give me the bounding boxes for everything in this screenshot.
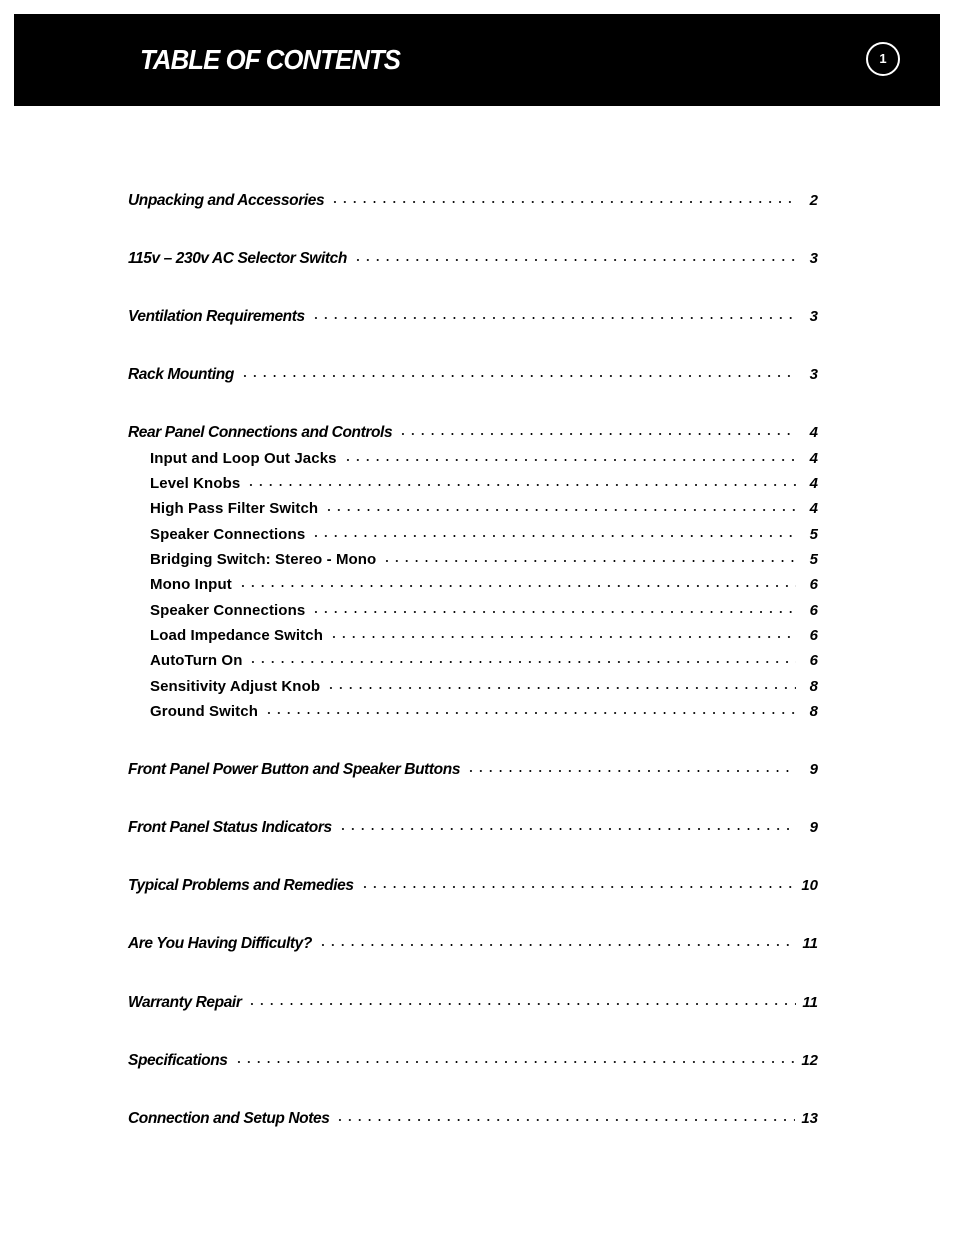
toc-entry[interactable] [128,366,818,386]
page-title: TABLE OF CONTENTS [140,44,401,75]
toc-entry-page: 3 [809,308,818,325]
dot-leader [247,996,796,1006]
toc-entry-title: Warranty Repair [128,994,242,1011]
toc-subentry[interactable] [150,551,818,571]
toc-subentry-title: Sensitivity Adjust Knob [150,678,321,695]
toc-entry-title: Unpacking and Accessories [128,192,325,209]
toc-entry-page: 3 [809,250,818,267]
toc-subentry[interactable] [150,500,818,520]
toc-subentry-title: Mono Input [150,576,232,593]
toc-entry[interactable] [128,877,818,897]
dot-leader [311,528,796,538]
toc-entry[interactable] [128,424,818,444]
toc-subentry-page: 8 [809,678,818,695]
toc-subentry-page: 4 [809,500,818,517]
dot-leader [318,937,796,947]
toc-entry-page: 9 [809,761,818,778]
toc-entry-page: 10 [801,877,818,894]
toc-subentry-page: 6 [809,602,818,619]
dot-leader [326,680,796,690]
toc-subentry-title: Speaker Connections [150,602,306,619]
toc-entry-title: Front Panel Status Indicators [128,819,332,836]
dot-leader [398,426,796,436]
toc-subentry[interactable] [150,652,818,672]
page-number-badge: 1 [866,42,900,76]
toc-entry-title: Specifications [128,1052,228,1069]
dot-leader [343,452,796,462]
toc-entry[interactable] [128,935,818,955]
toc-entry-page: 2 [809,192,818,209]
toc-subentry[interactable] [150,475,818,495]
toc-subentry-page: 5 [809,551,818,568]
toc-entry-page: 11 [802,994,818,1011]
toc-subentry-title: Ground Switch [150,703,258,720]
toc-entry-title: Connection and Setup Notes [128,1110,330,1127]
toc-subentry-page: 4 [809,450,818,467]
toc-entry-page: 4 [809,424,818,441]
dot-leader [353,252,796,262]
toc-subentry-title: Input and Loop Out Jacks [150,450,337,467]
dot-leader [248,654,796,664]
dot-leader [466,763,796,773]
dot-leader [324,502,796,512]
toc-entry[interactable] [128,761,818,781]
dot-leader [246,477,796,487]
dot-leader [330,194,796,204]
toc-subentry-page: 6 [809,652,818,669]
toc-subentry-page: 6 [809,627,818,644]
toc-entry-page: 3 [809,366,818,383]
toc-subentry-page: 8 [809,703,818,720]
toc-subentry[interactable] [150,526,818,546]
dot-leader [382,553,796,563]
toc-entry[interactable] [128,1110,818,1130]
dot-leader [360,879,796,889]
dot-leader [238,578,796,588]
toc-entry-title: Rear Panel Connections and Controls [128,424,393,441]
toc-entry-title: Typical Problems and Remedies [128,877,354,894]
toc-entry-title: Front Panel Power Button and Speaker Buttons [128,761,461,778]
toc-entry[interactable] [128,192,818,212]
toc-entry-title: Are You Having Difficulty? [128,935,312,952]
toc-subentry-title: Bridging Switch: Stereo - Mono [150,551,377,568]
toc-entry[interactable] [128,250,818,270]
toc-entry[interactable] [128,819,818,839]
dot-leader [311,310,796,320]
toc-subentry[interactable] [150,450,818,470]
dot-leader [311,604,796,614]
toc-entry-title: Rack Mounting [128,366,234,383]
dot-leader [234,1054,796,1064]
dot-leader [264,705,796,715]
toc-subentry-title: Speaker Connections [150,526,306,543]
toc-subentry[interactable] [150,602,818,622]
toc-entry-page: 12 [801,1052,818,1069]
toc-subentry[interactable] [150,627,818,647]
toc-subentry[interactable] [150,703,818,723]
toc-entry[interactable] [128,1052,818,1072]
toc-subentry-title: Level Knobs [150,475,241,492]
toc-subentry[interactable] [150,576,818,596]
toc-entry-title: 115v – 230v AC Selector Switch [128,250,347,267]
toc-entry[interactable] [128,994,818,1014]
table-of-contents [128,0,818,1235]
toc-entry-page: 9 [809,819,818,836]
toc-subentry-title: High Pass Filter Switch [150,500,319,517]
toc-subentry-page: 6 [809,576,818,593]
toc-subentry[interactable] [150,678,818,698]
toc-entry-page: 13 [801,1110,818,1127]
toc-entry[interactable] [128,308,818,328]
toc-subentry-title: AutoTurn On [150,652,243,669]
dot-leader [338,821,796,831]
toc-entry-title: Ventilation Requirements [128,308,305,325]
toc-subentry-title: Load Impedance Switch [150,627,323,644]
toc-subentry-page: 5 [809,526,818,543]
dot-leader [335,1112,795,1122]
toc-subentry-page: 4 [809,475,818,492]
dot-leader [329,629,796,639]
dot-leader [240,368,796,378]
toc-entry-page: 11 [802,935,818,952]
